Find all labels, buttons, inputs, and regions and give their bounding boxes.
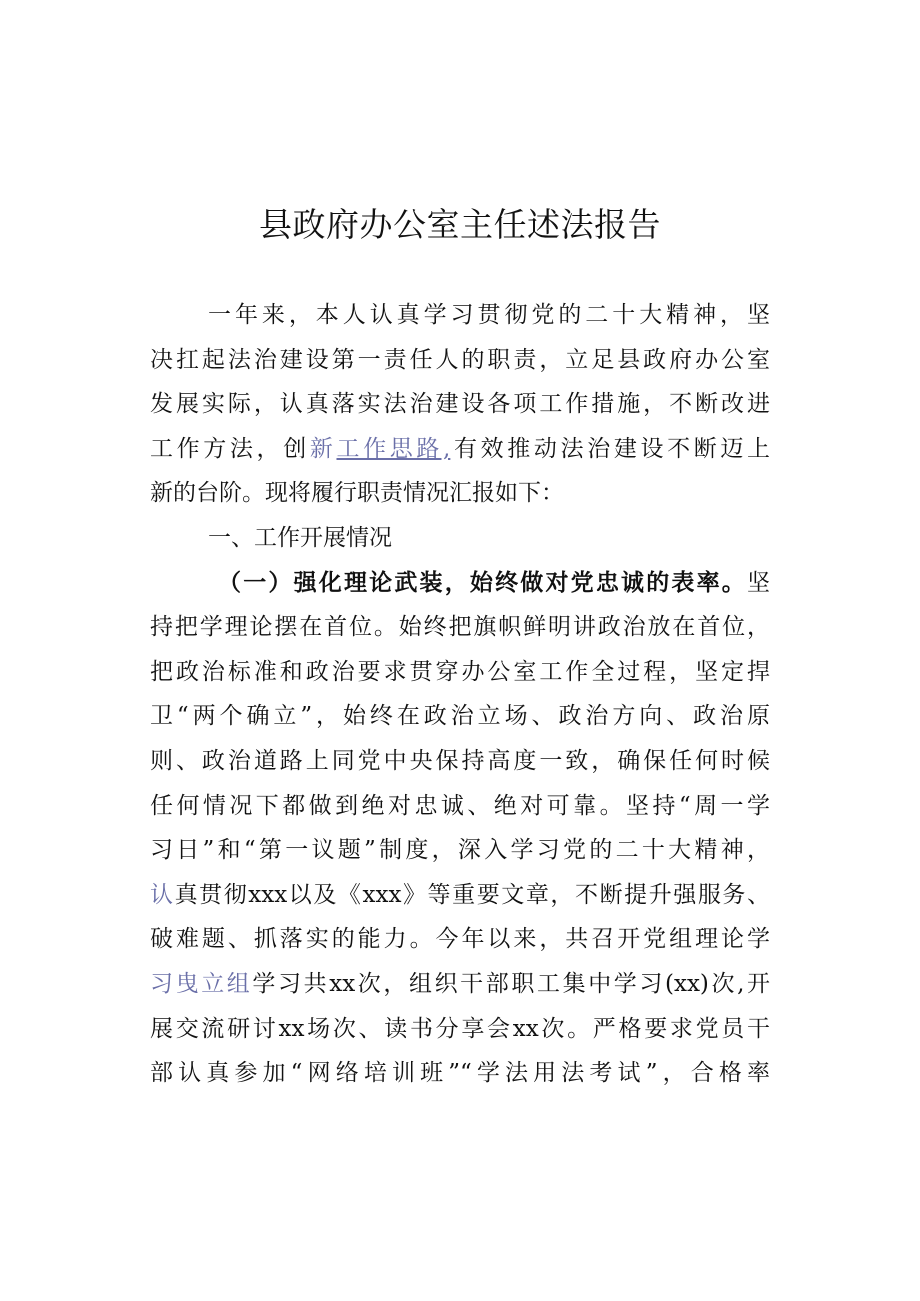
intro-line-2: 决扛起法治建设第一责任人的职责，立足县政府办公室 (150, 346, 770, 373)
highlighted-text: 习曳立组 (150, 970, 253, 997)
sub1-heading: （一）强化理论武装，始终做对党忠诚的表率。 (218, 568, 747, 596)
sub1-line-11: 展交流研讨xx场次、读书分享会xx次。严格要求党员干 (150, 1015, 770, 1042)
highlighted-text: 新 (309, 435, 337, 462)
sub1-line-3: 把政治标准和政治要求贯穿办公室工作全过程，坚定捍 (150, 658, 770, 685)
sub1-line-4: 卫“两个确立”，始终在政治立场、政治方向、政治原 (150, 703, 770, 730)
section-heading-1: 一、工作开展情况 (208, 524, 392, 551)
sub1-line-2: 持把学理论摆在首位。始终把旗帜鲜明讲政治放在首位， (150, 614, 770, 641)
sub1-line-1: （一）强化理论武装，始终做对党忠诚的表率。坚 (218, 568, 770, 596)
sub1-line-5: 则、政治道路上同党中央保持高度一致，确保任何时候 (150, 747, 770, 774)
sub1-line-8: 认真贯彻xxx以及《xxx》等重要文章，不断提升强服务、 (150, 881, 771, 908)
sub1-line-9: 破难题、抓落实的能力。今年以来，共召开党组理论学 (150, 926, 770, 953)
intro-line-3: 发展实际，认真落实法治建设各项工作措施，不断改进 (150, 391, 770, 418)
sub1-line-10: 习曳立组学习共xx次，组织干部职工集中学习(xx)次,开 (150, 970, 771, 997)
sub1-line-12: 部认真参加“网络培训班”“学法用法考试”，合格率 (150, 1060, 770, 1087)
highlighted-text: 认 (150, 881, 175, 908)
document-title: 县政府办公室主任述法报告 (259, 205, 661, 244)
document-body (150, 293, 770, 1096)
underlined-text: 工作思路, (336, 435, 451, 462)
sub1-line-6: 任何情况下都做到绝对忠诚、绝对可靠。坚持“周一学 (150, 792, 770, 819)
sub1-line-7: 习日”和“第一议题”制度，深入学习党的二十大精神， (150, 837, 770, 864)
intro-line-1: 一年来，本人认真学习贯彻党的二十大精神，坚 (208, 302, 770, 328)
intro-line-5: 新的台阶。现将履行职责情况汇报如下： (150, 480, 564, 507)
intro-line-4: 工作方法，创新工作思路,有效推动法治建设不断迈上 (150, 435, 771, 462)
